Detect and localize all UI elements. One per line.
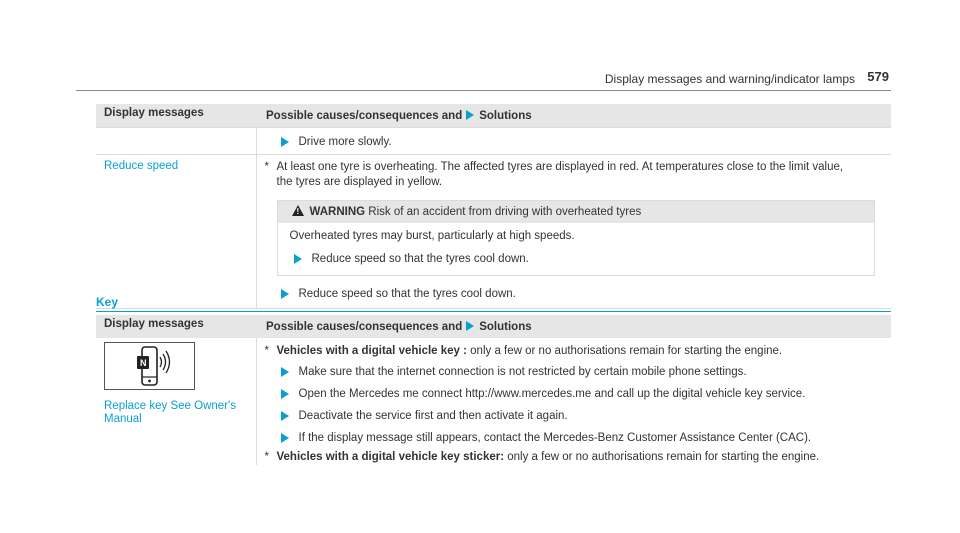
solution-step-text: Reduce speed so that the tyres cool down. [298, 288, 516, 300]
warning-title: Risk of an accident from driving with overheated tyres [368, 206, 642, 218]
solution-cell [256, 128, 891, 155]
column-header-solutions-label: Solutions [479, 109, 532, 122]
arrow-right-icon [281, 433, 289, 443]
column-header-causes [256, 104, 891, 128]
message-cell [96, 338, 256, 465]
message-cell-empty [96, 128, 256, 155]
arrow-right-icon [466, 110, 474, 120]
solution-step-text: Drive more slowly. [298, 136, 392, 148]
table-row [96, 155, 891, 309]
page-header [76, 68, 891, 91]
arrow-right-icon [281, 137, 289, 147]
display-message-reduce-speed: Reduce speed [104, 160, 179, 172]
page-number: 579 [867, 69, 889, 84]
warning-triangle-icon: ! [292, 205, 304, 216]
solution-step-text: Open the Mercedes me connect http://www.mercedes.me and call up the digital vehicle key service. [298, 388, 806, 400]
solution-step-text: Make sure that the internet connection is not restricted by certain mobile phone settings. [298, 366, 747, 378]
column-header-solutions-label: Solutions [479, 320, 532, 333]
asterisk-mark: * [264, 345, 269, 357]
solution-step-text: If the display message still appears, contact the Mercedes-Benz Customer Assistance Center (CAC). [298, 432, 812, 444]
cause-text: only a few or no authorisations remain for starting the engine. [466, 345, 783, 357]
solution-step-text: Deactivate the service first and then activate it again. [298, 410, 568, 422]
warning-text: Overheated tyres may burst, particularly at high speeds. [289, 230, 575, 242]
svg-text:N: N [140, 358, 147, 368]
solution-step [265, 430, 886, 446]
cause-cell [256, 338, 891, 465]
cause-bold: Vehicles with a digital vehicle key sticker: [276, 451, 505, 463]
asterisk-mark: * [264, 451, 269, 463]
warning-header [278, 201, 874, 223]
warning-label: WARNING [309, 206, 366, 218]
solution-step [265, 134, 886, 150]
messages-table-key [96, 315, 891, 465]
warning-step [278, 251, 874, 267]
arrow-right-icon [281, 411, 289, 421]
solution-step [265, 386, 886, 402]
cause-cell [256, 155, 891, 309]
display-message-line1: Replace key See Owner's [104, 400, 236, 412]
display-message-replace-key [104, 400, 256, 426]
table-row [96, 338, 891, 465]
column-header-display-messages: Display messages [96, 315, 256, 338]
cause-text: only a few or no authorisations remain for starting the engine. [504, 451, 820, 463]
solution-step [265, 364, 886, 380]
arrow-right-icon [281, 367, 289, 377]
warning-box [277, 200, 875, 276]
arrow-right-icon [294, 254, 302, 264]
cause-item [265, 344, 886, 359]
key-section-heading [96, 293, 891, 312]
cause-bold: Vehicles with a digital vehicle key : [276, 345, 467, 357]
display-message-line2: Manual [104, 413, 142, 425]
warning-step-text: Reduce speed so that the tyres cool down. [311, 253, 529, 265]
column-header-display-messages: Display messages [96, 104, 256, 128]
key-section-title: Key [96, 295, 119, 309]
solution-step [265, 408, 886, 424]
cause-item [265, 160, 886, 190]
messages-table-tyres [96, 104, 891, 309]
cause-item [265, 450, 886, 465]
phone-nfc-key-icon [104, 342, 195, 390]
cause-text-line2: the tyres are displayed in yellow. [276, 176, 443, 188]
table-header-row [96, 315, 891, 338]
cause-text-line1: At least one tyre is overheating. The affected tyres are displayed in red. At temperatures close to the limit value, [276, 161, 844, 173]
column-header-causes [256, 315, 891, 338]
table-header-row [96, 104, 891, 128]
column-header-causes-label: Possible causes/consequences and [266, 109, 463, 122]
arrow-right-icon [466, 321, 474, 331]
column-header-causes-label: Possible causes/consequences and [266, 320, 463, 333]
arrow-right-icon [281, 389, 289, 399]
asterisk-mark: * [264, 161, 269, 173]
message-cell [96, 155, 256, 309]
page-header-title: Display messages and warning/indicator lamps [604, 72, 855, 86]
table-row [96, 128, 891, 155]
